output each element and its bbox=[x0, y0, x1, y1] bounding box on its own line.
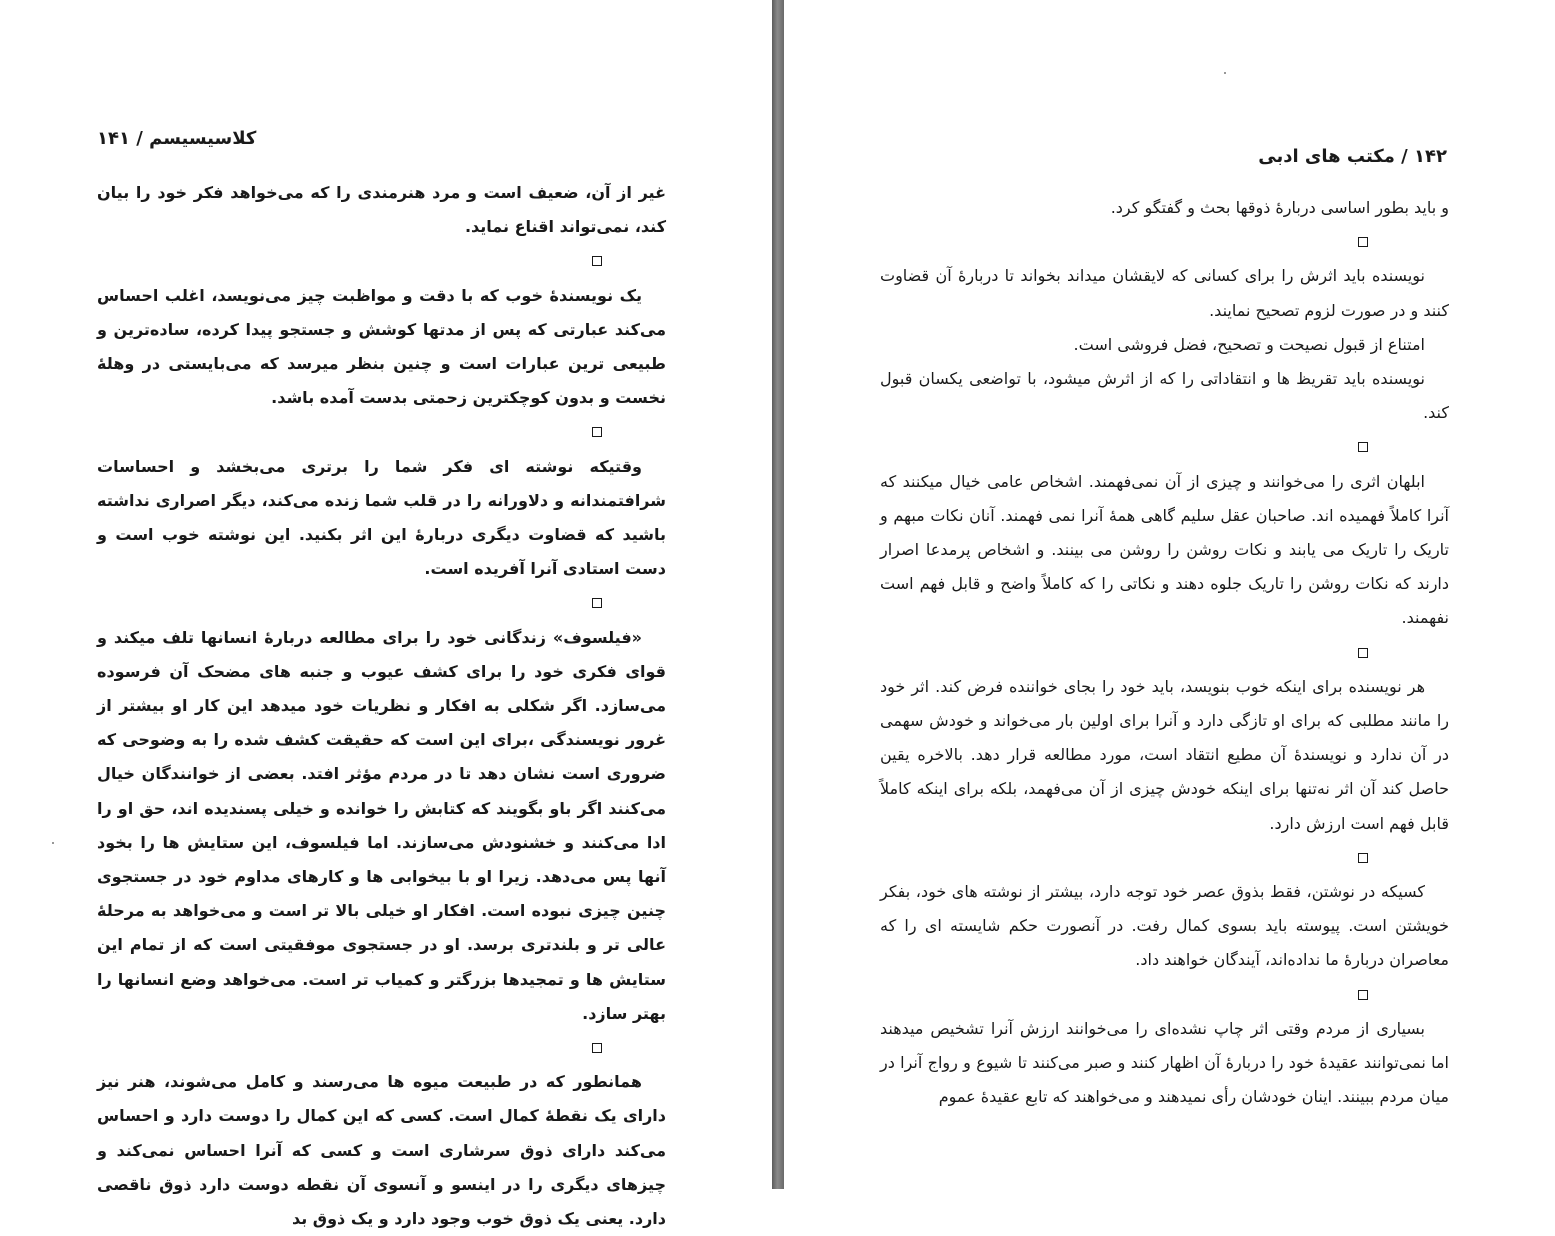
square-ornament-icon bbox=[1358, 442, 1368, 452]
section-separator bbox=[97, 244, 666, 278]
section-separator bbox=[880, 430, 1449, 464]
scan-speck bbox=[52, 842, 54, 844]
paragraph: نویسنده باید اثرش را برای کسانی که لایقشان میداند بخواند تا دربارهٔ آن قضاوت کنند و در صورت لزوم تصحیح نمایند. bbox=[880, 266, 1449, 320]
book-gutter bbox=[772, 0, 784, 1189]
paragraph: یک نویسندهٔ خوب که با دقت و مواظبت چیز می‌نویسد، اغلب احساس می‌کند عبارتی که پس از مدتها کوشش و جستجو پیدا کرده، ساده‌ترین و طبیعی ترین عبارات است و چنین بنظر میرسد که می‌بایستی در وهلهٔ نخست و بدون کوچکترین زحمتی بدست آمده باشد. bbox=[97, 285, 666, 408]
paragraph: «فیلسوف» زندگانی خود را برای مطالعه دربارهٔ انسانها تلف میکند و قوای فکری خود را برای کشف عیوب و جنبه های مضحک آن فرسوده می‌سازد. اگر شکلی به افکار و نظریات خود میدهد این کار او بیشتر از غرور نویسندگی ،برای این است که حقیقت کشف شده را به وضوحی که ضروری است نشان دهد تا در مردم مؤثر افتد. بعضی از خوانندگان خیال می‌کنند اگر باو بگویند که کتابش را خوانده و خیلی پسندیده اند، حق او را ادا می‌کنند و خشنودش می‌سازند. اما فیلسوف، این ستایش ها را بخود آنها پس می‌دهد. زیرا او با بیخوابی ها و کارهای مداوم خود در جستجوی چنین چیزی نبوده است. افکار او خیلی بالا تر است و می‌خواهد به مرحلهٔ عالی تر و بلندتری برسد. او در جستجوی موفقیتی است که از تمام این ستایش ها و تمجیدها بزرگتر و کمیاب تر است. می‌خواهد وضع انسانها را بهتر سازد. bbox=[97, 627, 666, 1023]
left-page bbox=[0, 0, 772, 1229]
paragraph: وقتیکه نوشته ای فکر شما را برتری می‌بخشد و احساسات شرافتمندانه و دلاورانه را در قلب شما زنده می‌کند، دیگر اصراری نداشته باشید که قضاوت دیگری دربارهٔ این اثر بکنید. این نوشته خوب است و دست استادی آنرا آفریده است. bbox=[97, 456, 666, 579]
section-separator bbox=[97, 1031, 666, 1065]
paragraph: همانطور که در طبیعت میوه ها می‌رسند و کامل می‌شوند، هنر نیز دارای یک نقطهٔ کمال است. کسی که این کمال را دوست دارد و احساس می‌کند دارای ذوق سرشاری است و کسی که آنرا احساس نمی‌کند و چیزهای دیگری را در اینسو و آنسوی آن نقطه دوست دارد ذوق ناقصی دارد. یعنی یک ذوق خوب وجود دارد و یک ذوق بد bbox=[97, 1072, 666, 1229]
paragraph: کسیکه در نوشتن، فقط بذوق عصر خود توجه دارد، بیشتر از نوشته های خود، بفکر خویشتن است. پیوسته باید بسوی کمال رفت. در آنصورت حکم شایسته ای را که معاصران دربارهٔ ما نداده‌اند، آیندگان خواهند داد. bbox=[880, 882, 1449, 970]
page-header: کلاسیسیسم / ۱۴۱ bbox=[97, 128, 257, 149]
paragraph: ابلهان اثری را می‌خوانند و چیزی از آن نمی‌فهمند. اشخاص عامی خیال میکنند که آنرا کاملاً فهمیده اند. صاحبان عقل سلیم گاهی همهٔ آنرا نمی فهمند. آنان نکات مبهم و تاریک را تاریک می یابند و نکات روشن را روشن می بینند. و اشخاص پرمدعا اصرار دارند که نکات روشن را تاریک جلوه دهند و نکاتی را که کاملاً واضح و قابل فهم است نفهمند. bbox=[880, 471, 1449, 628]
paragraph: هر نویسنده برای اینکه خوب بنویسد، باید خود را بجای خواننده فرض کند. اثر خود را مانند مطلبی که برای او تازگی دارد و آنرا برای اولین بار می‌خواند و خودش سهمی در آن ندارد و نویسندهٔ آن مطیع انتقاد است، مورد مطالعه قرار دهد. بالاخره یقین حاصل کند آن اثر نه‌تنها برای اینکه خودش چیزی از آن می‌فهمد، بلکه برای اینکه کاملاً قابل فهم است ارزش دارد. bbox=[880, 676, 1449, 833]
square-ornament-icon bbox=[1358, 990, 1368, 1000]
square-ornament-icon bbox=[592, 427, 602, 437]
page-text bbox=[880, 191, 1449, 1114]
section-separator bbox=[97, 415, 666, 449]
paragraph: غیر از آن، ضعیف است و مرد هنرمندی را که می‌خواهد فکر خود را بیان کند، نمی‌تواند اقناع نماید. bbox=[97, 183, 666, 237]
page-header: ۱۴۲ / مکتب های ادبی bbox=[1258, 146, 1447, 167]
square-ornament-icon bbox=[592, 1043, 602, 1053]
square-ornament-icon bbox=[592, 256, 602, 266]
paragraph: و باید بطور اساسی دربارهٔ ذوقها بحث و گفتگو کرد. bbox=[1110, 198, 1449, 217]
section-separator bbox=[880, 636, 1449, 670]
scan-speck bbox=[1224, 72, 1226, 74]
right-page bbox=[784, 0, 1555, 1189]
paragraph: نویسنده باید تقریظ ها و انتقاداتی را که از اثرش میشود، با تواضعی یکسان قبول کند. bbox=[880, 369, 1449, 423]
section-separator bbox=[880, 225, 1449, 259]
square-ornament-icon bbox=[1358, 853, 1368, 863]
square-ornament-icon bbox=[592, 598, 602, 608]
page-text bbox=[97, 176, 666, 1236]
paragraph: امتناع از قبول نصیحت و تصحیح، فضل فروشی است. bbox=[1073, 334, 1425, 354]
square-ornament-icon bbox=[1358, 648, 1368, 658]
square-ornament-icon bbox=[1358, 237, 1368, 247]
section-separator bbox=[880, 841, 1449, 875]
paragraph: بسیاری از مردم وقتی اثر چاپ نشده‌ای را می‌خوانند ارزش آنرا تشخیص میدهند اما نمی‌توانند عقیدهٔ خود را دربارهٔ آن اظهار کنند و صبر می‌کنند تا شیوع و رواج آنرا در میان مردم ببینند. اینان خودشان رأی نمیدهند و می‌خواهند که تابع عقیدهٔ عموم bbox=[880, 1018, 1449, 1107]
section-separator bbox=[880, 978, 1449, 1012]
section-separator bbox=[97, 586, 666, 620]
